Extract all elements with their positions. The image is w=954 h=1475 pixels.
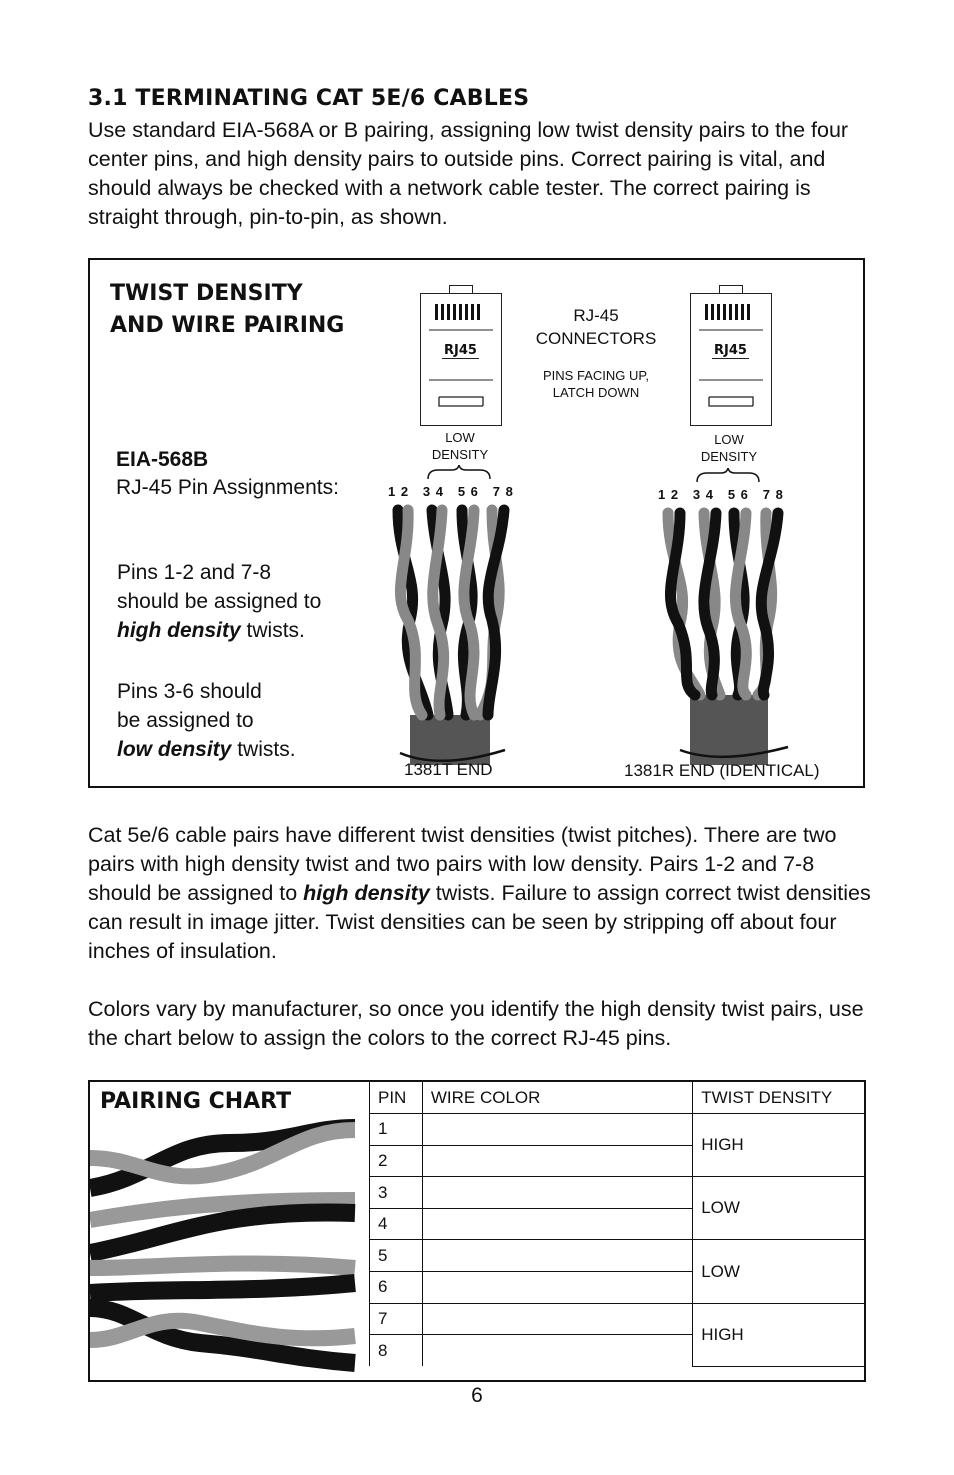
pin-cell: 2 (370, 1145, 423, 1177)
table-row (370, 1303, 865, 1335)
standard-label: EIA-568B (116, 448, 209, 471)
low-density-bracket-right (693, 468, 763, 484)
pairing-chart-title: PAIRING CHART (100, 1089, 292, 1114)
figure-title-line1: TWIST DENSITY (110, 281, 303, 306)
low-density-line1: LOW (445, 430, 475, 445)
twist-density-cell: LOW (693, 1240, 864, 1303)
pairing-table (369, 1082, 864, 1367)
intro-paragraph: Use standard EIA-568A or B pairing, assigning low twist density pairs to the four center pins, and high density pairs to outside pins. Correct pairing is vital, and should always be checked with a network cable tester. The correct pairing is straight through, pin-to-pin, as shown. (88, 118, 849, 229)
twist-density-cell: LOW (693, 1177, 864, 1240)
low-density-line2: DENSITY (431, 447, 489, 462)
note1-emphasis: high density (117, 619, 241, 642)
left-end-label: 1381T END (404, 760, 493, 779)
table-row (370, 1177, 865, 1209)
connector-label: RJ45 (444, 343, 477, 358)
pin-cell: 3 (370, 1177, 423, 1209)
low-density-label-left (420, 429, 500, 463)
pin-cell: 1 (370, 1114, 423, 1146)
note1-line2: should be assigned to (117, 590, 322, 613)
standard-subtitle: RJ-45 Pin Assignments: (116, 476, 339, 499)
note1-line1: Pins 1-2 and 7-8 (117, 561, 272, 584)
right-end-label: 1381R END (IDENTICAL) (624, 761, 820, 780)
pin-cell: 6 (370, 1272, 423, 1304)
body2-text-start: Cat 5e/6 cable pairs have different twist densities (twist pitches). There are two pairs with high density twist and two pairs with low density. Pairs 1-2 and 7-8 should be assigned to (88, 823, 837, 905)
cable-1381t-drawing (380, 500, 530, 765)
low-density-line1: LOW (714, 432, 744, 447)
connectors-label (520, 304, 672, 350)
connector-tab (449, 285, 473, 294)
low-density-line2: DENSITY (700, 449, 758, 464)
section-title: 3.1 TERMINATING CAT 5E/6 CABLES (88, 86, 530, 111)
twist-density-figure (88, 258, 865, 788)
orientation-label (520, 367, 672, 401)
body2-text-end: twists. Failure to assign correct twist densities can result in image jitter. Twist densities can be seen by stripping off about four inches of insulation. (88, 881, 871, 963)
note2-line3 (117, 735, 296, 764)
wire-color-cell[interactable] (422, 1335, 692, 1367)
pin-cell: 8 (370, 1335, 423, 1367)
header-twist-density: TWIST DENSITY (693, 1082, 864, 1114)
wire-color-cell[interactable] (422, 1303, 692, 1335)
high-density-note (117, 558, 321, 645)
figure-title (110, 278, 344, 342)
wire-color-cell[interactable] (422, 1240, 692, 1272)
cable-1381r-drawing (650, 503, 800, 765)
colors-paragraph: Colors vary by manufacturer, so once you identify the high density twist pairs, use the chart below to assign the colors to the correct RJ-45 pins. (88, 997, 864, 1050)
pin-numbers-left: 1 2 3 4 5 6 7 8 (388, 484, 514, 499)
connector-tab (719, 285, 743, 294)
connector-label: RJ45 (714, 343, 747, 358)
twist-density-paragraph (88, 821, 878, 966)
note2-emphasis: low density (117, 738, 232, 761)
connectors-label-line1: RJ-45 (573, 306, 619, 325)
wire-color-cell[interactable] (422, 1114, 692, 1146)
header-wire-color: WIRE COLOR (422, 1082, 692, 1114)
wire-color-cell[interactable] (422, 1272, 692, 1304)
pin-numbers-right: 1 2 3 4 5 6 7 8 (658, 487, 784, 502)
pin-cell: 4 (370, 1208, 423, 1240)
connectors-label-line2: CONNECTORS (535, 329, 657, 348)
header-pin: PIN (370, 1082, 423, 1114)
rj45-connector-left (420, 293, 502, 426)
table-row (370, 1240, 865, 1272)
orientation-line1: PINS FACING UP, (543, 368, 649, 383)
wire-color-cell[interactable] (422, 1177, 692, 1209)
pin-cell: 5 (370, 1240, 423, 1272)
body2-emphasis: high density (303, 881, 430, 905)
connector-drawing (421, 294, 501, 424)
figure-title-line2: AND WIRE PAIRING (110, 313, 345, 338)
orientation-line2: LATCH DOWN (552, 385, 640, 400)
low-density-bracket-left (424, 465, 494, 481)
rj45-connector-right (690, 293, 772, 426)
low-density-label-right (689, 431, 769, 465)
twist-density-cell: HIGH (693, 1114, 864, 1177)
page-number: 6 (471, 1384, 483, 1407)
connector-drawing (691, 294, 771, 424)
twisted-pairs-illustration (90, 1118, 360, 1378)
pin-cell: 7 (370, 1303, 423, 1335)
wire-color-cell[interactable] (422, 1208, 692, 1240)
note2-line2: be assigned to (117, 709, 254, 732)
note1-line3 (117, 616, 321, 645)
wire-color-cell[interactable] (422, 1145, 692, 1177)
note1-tail: twists. (240, 619, 305, 642)
twist-density-cell: HIGH (693, 1303, 864, 1366)
table-row (370, 1114, 865, 1146)
low-density-note (117, 677, 296, 764)
note2-line1: Pins 3-6 should (117, 680, 262, 703)
note2-tail: twists. (231, 738, 296, 761)
pairing-chart (88, 1080, 866, 1382)
table-header-row (370, 1082, 865, 1114)
